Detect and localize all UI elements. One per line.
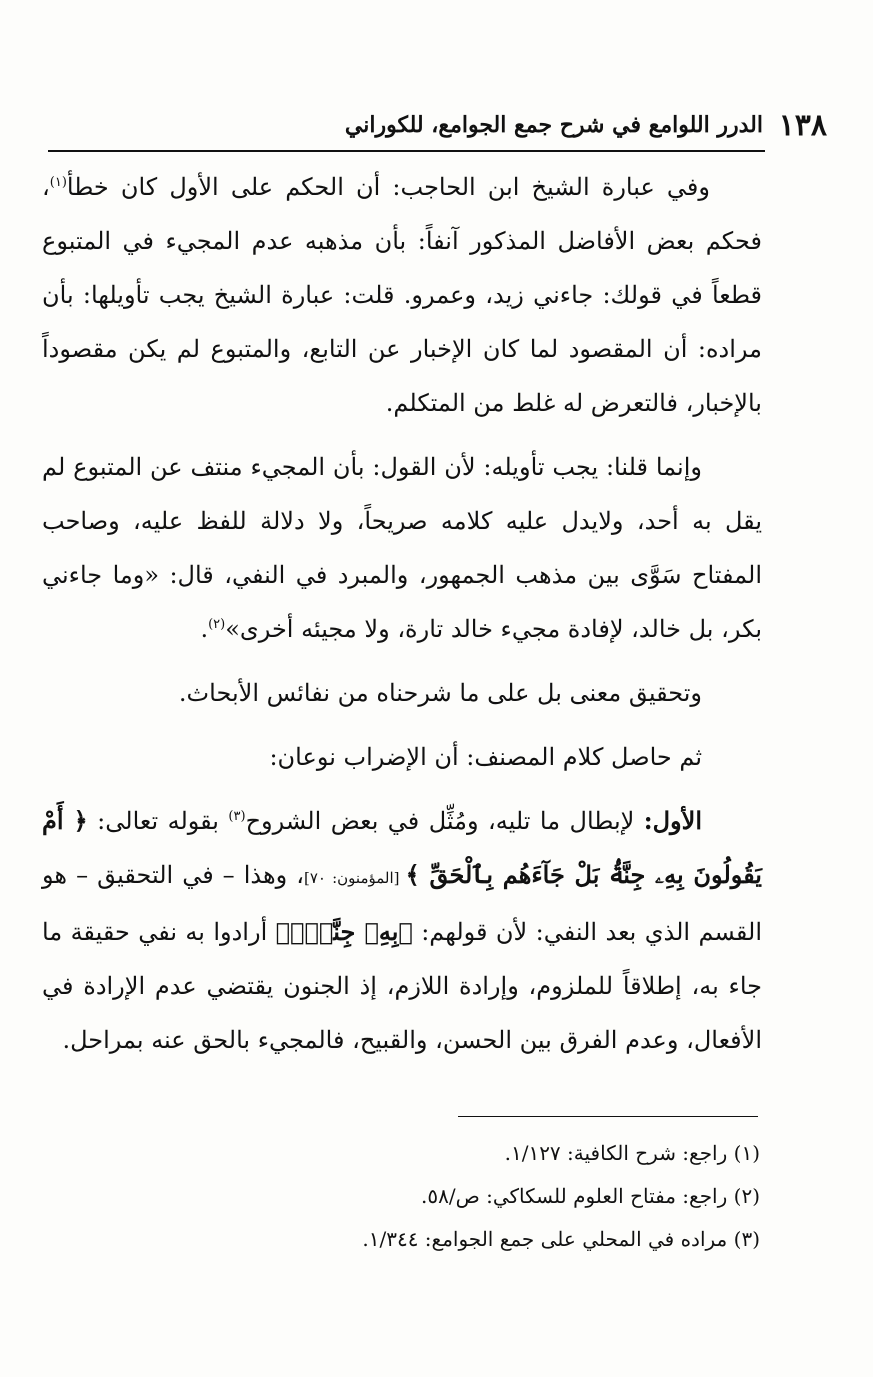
paragraph-5-label: الأول: — [643, 806, 702, 835]
paragraph-1-text-b: ، فحكم بعض الأفاضل المذكور آنفاً: بأن مذهبه عدم المجيء في المتبوع قطعاً في قولك: جاءني زيد، وعمرو. قلت: عبارة الشيخ يجب تأويلها: بأن مراده: أن المقصود لما كان الإخبار عن التابع، والمتبوع لم يكن مقصوداً بالإخبار، فالتعرض له غلط من المتكلم. — [42, 173, 762, 417]
paragraph-3: وتحقيق معنى بل على ما شرحناه من نفائس الأبحاث. — [178, 679, 702, 707]
paragraph-2-text-a: وإنما قلنا: يجب تأويله: لأن القول: بأن المجيء منتف عن المتبوع لم يقل به أحد، ولايدل عليه كلامه صريحاً، ولا دلالة للفظ عليه، وصاحب المفتاح سَوَّى بين مذهب الجمهور، والمبرد في النفي، قال: «وما جاءني بكر، بل خالد، لإفادة مجيء خالد تارة، ولا مجيئه أخرى» — [42, 453, 763, 643]
running-title: الدرر اللوامع في شرح جمع الجوامع، للكوراني — [344, 112, 763, 138]
main-text — [42, 160, 762, 1077]
footnote-3: (٣) مراده في المحلي على جمع الجوامع: ١/٣٤٤. — [362, 1227, 760, 1251]
footnote-ref-1[interactable]: (١) — [49, 175, 67, 190]
paragraph-4: ثم حاصل كلام المصنف: أن الإضراب نوعان: — [269, 743, 702, 771]
quran-verse-2: ﴿بِهِۦ جِنَّةُۢ﴾ — [275, 917, 413, 946]
quran-verse: ﴿ أَمْ يَقُولُونَ بِهِۦ جِنَّةُۢ بَلْ جَآءَهُم بِٱلْحَقِّ ﴾ — [42, 806, 762, 889]
footnote-ref-2[interactable]: (٢) — [208, 617, 226, 632]
paragraph-5-text-c: ، وهذا – في التحقيق – هو القسم الذي بعد النفي: لأن قولهم: — [42, 861, 762, 946]
paragraph-1 — [42, 160, 762, 430]
paragraph-2-text-b: . — [200, 615, 209, 643]
paragraph-5-text-a: لإبطال ما تليه، ومُثِّل في بعض الشروح — [245, 807, 644, 835]
page-number: ١٣٨ — [778, 108, 827, 143]
page-header — [48, 108, 827, 152]
paragraph-1-text-a: وفي عبارة الشيخ ابن الحاجب: أن الحكم على الأول كان خطأ — [66, 173, 710, 201]
paragraph-5-text-d: أرادوا به نفي حقيقة ما جاء به، إطلاقاً للملزوم، وإرادة اللازم، إذ الجنون يقتضي عدم الإرادة في الأفعال، وعدم الفرق بين الحسن، والقبيح، فالمجيء بالحق عنه بمراحل. — [42, 918, 762, 1054]
footnotes — [120, 1132, 760, 1261]
footnote-2: (٢) راجع: مفتاح العلوم للسكاكي: ص/٥٨. — [420, 1184, 760, 1208]
footnote-separator — [458, 1116, 758, 1117]
paragraph-5-text-b: بقوله تعالى: — [87, 807, 229, 835]
footnote-ref-3[interactable]: (٣) — [228, 809, 246, 824]
paragraph-5 — [42, 794, 762, 1067]
paragraph-2 — [42, 440, 762, 656]
footnote-1: (١) راجع: شرح الكافية: ١/١٢٧. — [504, 1141, 760, 1165]
verse-reference: [المؤمنون: ٧٠] — [303, 869, 406, 887]
header-rule — [48, 150, 765, 152]
